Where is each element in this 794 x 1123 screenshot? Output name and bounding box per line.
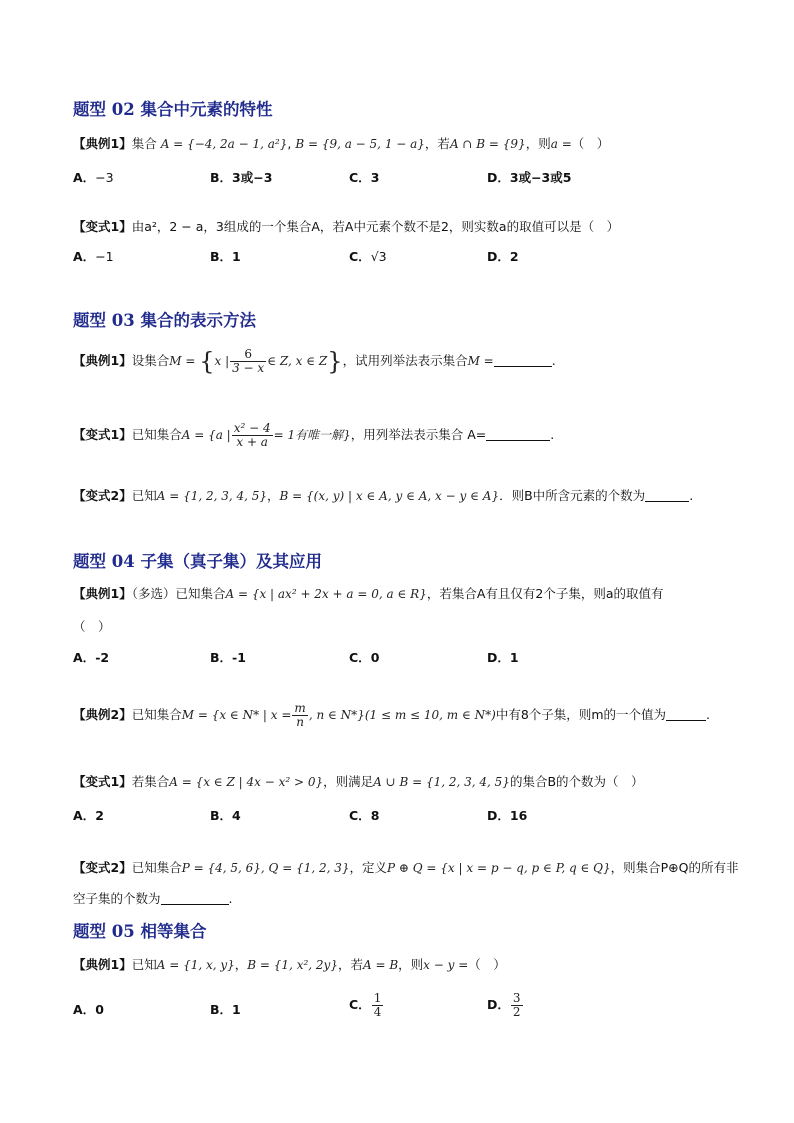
question-text: ，则满足	[323, 774, 374, 789]
question-text: ，则集合P⊕Q的所有非	[610, 860, 739, 875]
answer-blank[interactable]	[486, 428, 550, 441]
option-c[interactable]: C．3	[349, 170, 380, 185]
example-label: 【典例1】	[73, 353, 132, 368]
question-text: 已知	[131, 488, 157, 503]
section-heading-02: 题型 02 集合中元素的特性	[73, 100, 273, 119]
option-a[interactable]: A．0	[73, 1002, 104, 1017]
math-sets: P = {4, 5, 6}, Q = {1, 2, 3}	[181, 861, 350, 875]
answer-parens: （ ）	[571, 136, 610, 151]
option-a[interactable]: A．−3	[73, 170, 114, 185]
math-definition: P ⊕ Q = {x | x = p − q, p ∈ P, q ∈ Q}	[387, 861, 611, 875]
period: .	[706, 707, 710, 722]
question-text: ，用列举法表示集合 A=	[350, 427, 487, 442]
option-d[interactable]: D．16	[487, 808, 528, 823]
math-set-prefix: A = {a |	[181, 428, 231, 442]
period: .	[689, 488, 694, 503]
option-a[interactable]: A．-2	[73, 650, 110, 665]
question-05-example-1	[73, 957, 506, 973]
separator: ,	[287, 136, 292, 151]
math-set-a: A = {1, x, y}	[156, 958, 235, 972]
period: .	[551, 353, 556, 368]
math-condition: = 1有唯一解}	[273, 428, 351, 442]
question-text: （多选）已知集合	[131, 586, 226, 601]
variant-label: 【变式2】	[73, 488, 132, 503]
option-d[interactable]: D．2	[487, 249, 519, 264]
option-d[interactable]: D． $\frac{3}{2}$	[487, 991, 521, 1019]
question-text: ，若	[424, 136, 450, 151]
question-text: ，试用列举法表示集合	[342, 353, 468, 368]
math-target: a =	[550, 137, 572, 151]
separator: ，	[267, 488, 280, 503]
section-heading-05: 题型 05 相等集合	[73, 922, 207, 941]
math-set-a: A = {x ∈ Z | 4x − x² > 0}	[169, 775, 324, 789]
question-text: 已知集合	[131, 860, 182, 875]
option-d[interactable]: D．1	[487, 650, 519, 665]
math-condition: A ∪ B = {1, 2, 3, 4, 5}	[373, 775, 510, 789]
option-c[interactable]: C．√3	[349, 249, 387, 264]
question-text: 的集合B的个数为（ ）	[509, 774, 644, 789]
question-text: 已知	[131, 957, 157, 972]
variant-label: 【变式1】	[73, 219, 132, 234]
question-03-variant-1	[73, 420, 554, 450]
math-set-b: B = {9, a − 5, 1 − a}	[295, 137, 425, 151]
separator: ，	[234, 957, 248, 972]
question-03-variant-2	[73, 488, 693, 504]
question-text: ，则	[398, 957, 424, 972]
answer-parens: （ ）	[468, 957, 506, 972]
option-c[interactable]: C．8	[349, 808, 380, 823]
option-a[interactable]: A．−1	[73, 249, 114, 264]
math-var: x |	[214, 354, 230, 368]
option-b[interactable]: B．3或−3	[210, 170, 273, 185]
variant-label: 【变式2】	[73, 860, 132, 875]
question-02-variant-1	[73, 219, 619, 235]
question-text: ．则B中所含元素的个数为	[499, 488, 646, 503]
math-condition: ∈ Z, x ∈ Z	[267, 354, 328, 368]
period: .	[550, 427, 555, 442]
example-label: 【典例2】	[73, 707, 132, 722]
math-fraction: $\frac{\text{x² − 4}}{x + a}$	[233, 421, 271, 449]
example-label: 【典例1】	[73, 136, 132, 151]
example-label: 【典例1】	[73, 957, 132, 972]
option-b[interactable]: B．4	[210, 808, 241, 823]
question-text: 中有8个子集，则m的一个值为	[495, 707, 666, 722]
option-a[interactable]: A．2	[73, 808, 104, 823]
math-condition: , n ∈ N*}(1 ≤ m ≤ 10, m ∈ N*)	[308, 708, 496, 722]
math-target: x − y =	[423, 958, 469, 972]
question-text: ，则	[525, 136, 551, 151]
question-text: ，若集合A有且仅有2个子集，则a的取值有	[426, 586, 664, 601]
question-04-example-1-cont	[73, 619, 111, 635]
period: .	[228, 891, 233, 906]
math-set-b: B = {(x, y) | x ∈ A, y ∈ A, x − y ∈ A}	[279, 489, 500, 503]
math-set-a: A = {x | ax² + 2x + a = 0, a ∈ R}	[225, 587, 427, 601]
option-b[interactable]: B．1	[210, 1002, 241, 1017]
answer-blank[interactable]	[161, 892, 229, 905]
section-heading-04: 题型 04 子集（真子集）及其应用	[73, 552, 322, 571]
section-heading-03: 题型 03 集合的表示方法	[73, 311, 256, 330]
question-04-example-1	[73, 586, 664, 602]
math-fraction: $\frac{6}{3 - x}$	[232, 347, 265, 375]
left-brace: {	[199, 347, 215, 376]
math-target: M =	[467, 354, 494, 368]
example-label: 【典例1】	[73, 586, 132, 601]
question-04-variant-2	[73, 860, 739, 876]
option-d[interactable]: D．3或−3或5	[487, 170, 572, 185]
right-brace: }	[327, 347, 343, 376]
question-text: 由a²，2 − a，3组成的一个集合A，若A中元素个数不是2，则实数a的取值可以是（ ）	[131, 219, 620, 234]
math-set-a: A = {−4, 2a − 1, a²}	[160, 137, 288, 151]
question-text: 集合	[131, 136, 157, 151]
question-text: ，若	[337, 957, 363, 972]
math-set-prefix: M = {x ∈ N* | x =	[181, 708, 292, 722]
question-04-variant-2-cont	[73, 891, 233, 907]
option-b[interactable]: B．-1	[210, 650, 246, 665]
math-condition: A ∩ B = {9}	[449, 137, 526, 151]
answer-parens: （ ）	[73, 619, 111, 634]
question-02-example-1	[73, 136, 609, 152]
math-set-b: B = {1, x², 2y}	[247, 958, 338, 972]
question-text: 已知集合	[131, 707, 182, 722]
question-text: 设集合	[131, 353, 170, 368]
question-03-example-1	[73, 346, 556, 376]
answer-blank[interactable]	[494, 354, 552, 367]
question-text: 若集合	[131, 774, 170, 789]
math-fraction: $\frac{m}{n}$	[294, 701, 306, 729]
option-c[interactable]: C．0	[349, 650, 380, 665]
option-b[interactable]: B．1	[210, 249, 241, 264]
variant-label: 【变式1】	[73, 427, 132, 442]
math-set-name: M =	[169, 354, 200, 368]
question-text: 空子集的个数为	[73, 891, 161, 906]
option-c[interactable]: C． $\frac{1}{4}$	[349, 991, 382, 1019]
question-text: 已知集合	[131, 427, 182, 442]
math-set-a: A = {1, 2, 3, 4, 5}	[156, 489, 268, 503]
question-04-variant-1	[73, 774, 644, 790]
question-text: ，定义	[349, 860, 388, 875]
answer-blank[interactable]	[666, 708, 706, 721]
variant-label: 【变式1】	[73, 774, 132, 789]
math-condition: A = B	[362, 958, 399, 972]
question-04-example-2	[73, 700, 710, 730]
answer-blank[interactable]	[645, 489, 689, 502]
